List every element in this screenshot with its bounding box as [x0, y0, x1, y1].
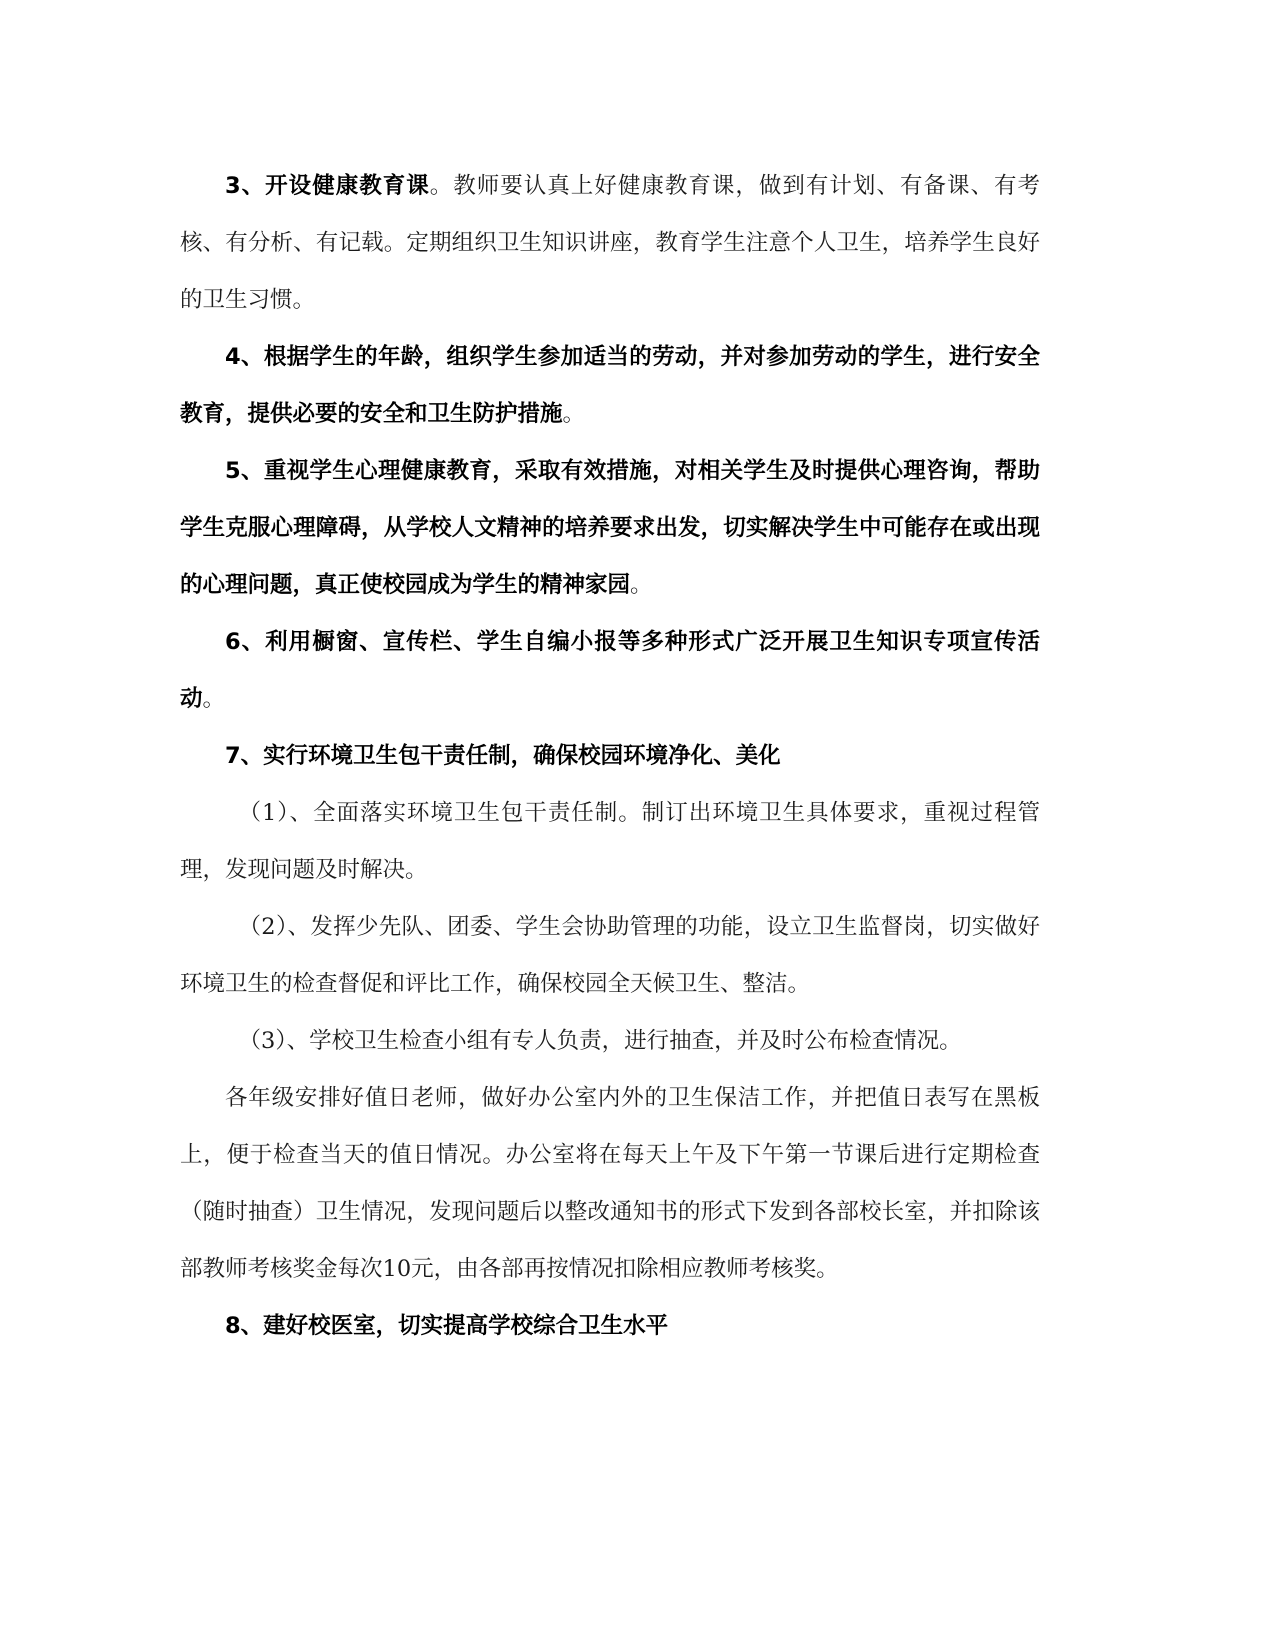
- paragraph-publicity: [180, 614, 1040, 728]
- paragraph-text: 。教师要认真上好健康教育课，做到有计划、有备课、有考核、有分析、有记载。定期组织卫生知识讲座，教育学生注意个人卫生，培养学生良好的卫生习惯。: [180, 173, 1040, 313]
- paragraph-health-education-class: [180, 158, 1040, 329]
- paragraph-lead: 3、开设健康教育课: [225, 173, 430, 199]
- paragraph-labor-safety: [180, 329, 1040, 443]
- paragraph-text: 。: [630, 572, 653, 598]
- heading-school-clinic: 8、建好校医室，切实提高学校综合卫生水平: [225, 1313, 669, 1339]
- heading-environment-responsibility: 7、实行环境卫生包干责任制，确保校园环境净化、美化: [225, 743, 781, 769]
- document-body: [180, 158, 1040, 1355]
- paragraph-mental-health: [180, 443, 1040, 614]
- paragraph-text: 。: [202, 686, 226, 712]
- paragraph-item-2: （2）、发挥少先队、团委、学生会协助管理的功能，设立卫生监督岗，切实做好环境卫生的检查督促和评比工作，确保校园全天候卫生、整洁。: [180, 914, 1040, 997]
- paragraph-item-1: （1）、全面落实环境卫生包干责任制。制订出环境卫生具体要求，重视过程管理，发现问题及时解决。: [180, 800, 1040, 883]
- paragraph-duty-teachers: 各年级安排好值日老师，做好办公室内外的卫生保洁工作，并把值日表写在黑板上，便于检查当天的值日情况。办公室将在每天上午及下午第一节课后进行定期检查（随时抽查）卫生情况，发现问题后以整改通知书的形式下发到各部校长室，并扣除该部教师考核奖金每次10元，由各部再按情况扣除相应教师考核奖。: [180, 1085, 1040, 1282]
- paragraph-lead: 6、利用橱窗、宣传栏、学生自编小报等多种形式广泛开展卫生知识专项宣传活动: [180, 629, 1040, 712]
- paragraph-lead: 4、根据学生的年龄，组织学生参加适当的劳动，并对参加劳动的学生，进行安全教育，提供必要的安全和卫生防护措施: [180, 344, 1040, 427]
- paragraph-item-3: （3）、学校卫生检查小组有专人负责，进行抽查，并及时公布检查情况。: [238, 1028, 962, 1054]
- paragraph-text: 。: [562, 401, 586, 427]
- paragraph-lead: 5、重视学生心理健康教育，采取有效措施，对相关学生及时提供心理咨询，帮助学生克服心理障碍，从学校人文精神的培养要求出发，切实解决学生中可能存在或出现的心理问题，真正使校园成为学生的精神家园: [180, 458, 1040, 598]
